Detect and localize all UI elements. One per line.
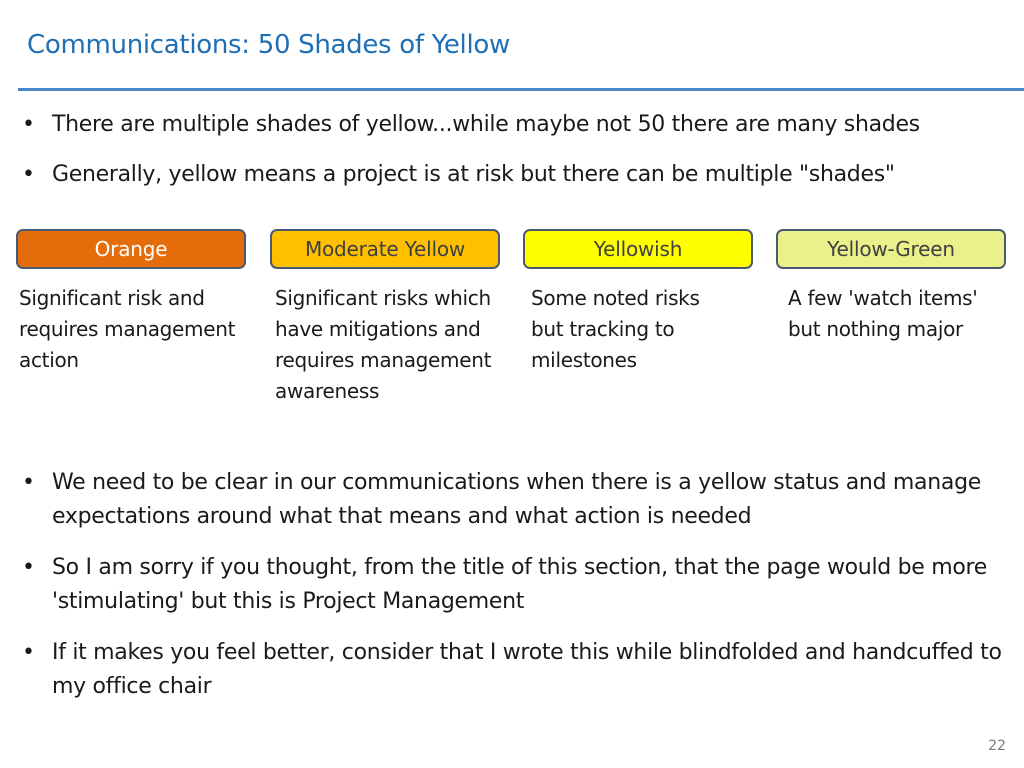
shade-box-yellowish: Yellowish [523,229,753,269]
page-number: 22 [988,738,1006,754]
closing-bullet-list [18,466,1008,721]
bullet-icon: • [22,555,35,580]
intro-bullet-list [18,108,1008,208]
bullet-item [18,466,1008,534]
bullet-icon: • [22,162,35,187]
shade-box-yellow-green: Yellow-Green [776,229,1006,269]
bullet-item [18,108,1008,142]
shade-description-yellow-green: A few 'watch items' but nothing major [788,286,978,341]
bullet-text: If it makes you feel better, consider that I wrote this while blindfolded and handcuffed to my office chair [52,640,1002,699]
shade-description-orange: Significant risk and requires management action [19,286,236,372]
bullet-icon: • [22,640,35,665]
title-divider [18,88,1024,91]
bullet-item [18,158,1008,192]
bullet-text: Generally, yellow means a project is at risk but there can be multiple "shades" [52,162,895,187]
shade-description-moderate-yellow: Significant risks which have mitigations and requires management awareness [275,286,492,403]
bullet-icon: • [22,112,35,137]
bullet-text: We need to be clear in our communications when there is a yellow status and manage expectations around what that means and what action is needed [52,470,981,529]
shade-box-moderate-yellow: Moderate Yellow [270,229,500,269]
bullet-text: So I am sorry if you thought, from the title of this section, that the page would be more 'stimulating' but this is Project Management [52,555,988,614]
bullet-item [18,636,1008,704]
bullet-item [18,551,1008,619]
shade-description-yellowish: Some noted risks but tracking to milestones [531,286,700,372]
bullet-text: There are multiple shades of yellow...while maybe not 50 there are many shades [52,112,920,137]
shade-box-orange: Orange [16,229,246,269]
slide-title: Communications: 50 Shades of Yellow [27,30,510,60]
bullet-icon: • [22,470,35,495]
